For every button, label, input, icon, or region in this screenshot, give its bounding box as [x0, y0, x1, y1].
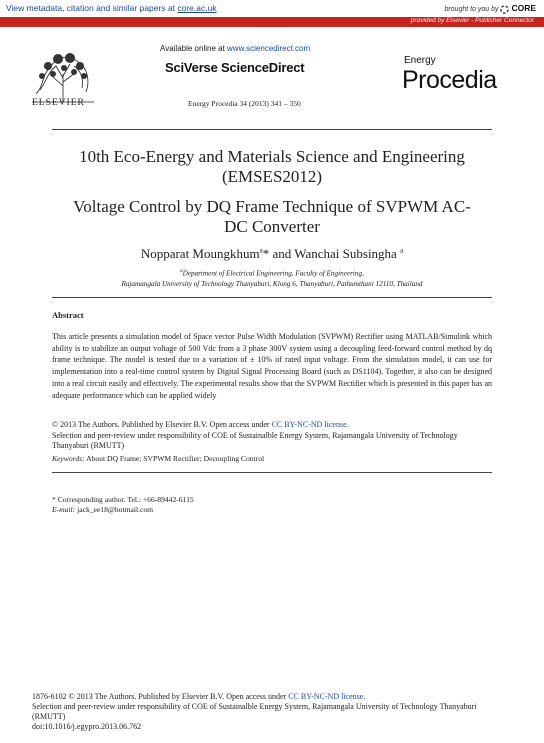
journal-reference: Energy Procedia 34 (2013) 341 – 350 — [188, 99, 301, 108]
provider-text: provided by Elsevier - Publisher Connector — [410, 17, 534, 24]
abstract-heading: Abstract — [52, 310, 84, 320]
keywords-divider — [52, 472, 492, 473]
sciverse-logo: SciVerse ScienceDirect — [165, 60, 305, 75]
footer-license-link[interactable]: CC BY-NC-ND license. — [288, 692, 366, 701]
available-online: Available online at www.sciencedirect.com — [160, 44, 311, 53]
core-top-bar — [0, 0, 544, 17]
keywords: Keywords: About DQ Frame; SVPWM Rectifier; Decoupling Control — [52, 454, 265, 463]
license-link[interactable]: CC BY-NC-ND license. — [271, 420, 349, 429]
core-metadata-link[interactable]: View metadata, citation and similar papers at core.ac.uk — [6, 3, 217, 13]
core-logo-icon — [500, 5, 509, 14]
conference-title: 10th Eco-Energy and Materials Science and Engineering (EMSES2012) — [79, 147, 465, 186]
doi[interactable]: doi:10.1016/j.egypro.2013.06.762 — [32, 722, 142, 731]
elsevier-wordmark: ELSEVIER — [32, 98, 85, 108]
abstract-body: This article presents a simulation model of Space vector Pulse Width Modulation (SVPWM) Rectifier using MATLAB/Simulink which ability is to stabilize an output voltage of 500 Vdc from a 3 phase 300V system using a decoupling feed-forward control method by dq frame technique. The model is tested due to a variation of ± 10% of rated input voltage. From the simulation model, it can use for implementation into a real-time control system by Digital Signal Processing Board (such as DS1104). Together, it also can be designed into a real circuit easily and effectively. The experimental results show that the SVPWM Rectifier which is presented in this paper has an adequate performance which can be applied widely — [52, 332, 492, 400]
energy-wordmark: Energy — [404, 55, 436, 66]
core-link[interactable]: core.ac.uk — [177, 3, 217, 13]
procedia-wordmark: Procedia — [402, 66, 497, 94]
copyright-block: © 2013 The Authors. Published by Elsevier B.V. Open access under CC BY-NC-ND license. Selection and peer-review under responsibility of COE of Sustainalble Energy System, Rajamangala University of Technology Thanyaburi (RMUTT) — [52, 420, 458, 450]
paper-title: Voltage Control by DQ Frame Technique of SVPWM AC- DC Converter — [73, 197, 471, 236]
abstract-divider — [52, 297, 492, 298]
author-line: Nopparat Moungkhum$^a$* and Wanchai Subsingha $^a$ — [140, 246, 404, 261]
provider-bar — [0, 17, 544, 27]
core-brand[interactable]: brought to you by CORE — [444, 3, 536, 13]
page-footer: 1876-6102 © 2013 The Authors. Published by Elsevier B.V. Open access under CC BY-NC-ND license. Selection and peer-review under responsibility of COE of Sustainalble Energy System, Rajamangala University of Technology Thanyaburi (RMUTT) doi:10.1016/j.egypro.2013.06.762 — [32, 692, 502, 732]
header-divider — [52, 129, 492, 130]
email-address[interactable]: jack_ee18@hotmail.com — [77, 505, 154, 514]
affiliation: $^a$Department of Electrical Engineering, Faculty of Engineering, Rajamangala University of Technology Thanyaburi, Klong 6, Thanyaburi, Pathumthani 12110, Thailand — [121, 269, 423, 289]
sciencedirect-link[interactable]: www.sciencedirect.com — [227, 44, 311, 53]
corresponding-author: * Corresponding author. Tel.: +66-89442-6115 E-mail: jack_ee18@hotmail.com — [52, 495, 194, 514]
